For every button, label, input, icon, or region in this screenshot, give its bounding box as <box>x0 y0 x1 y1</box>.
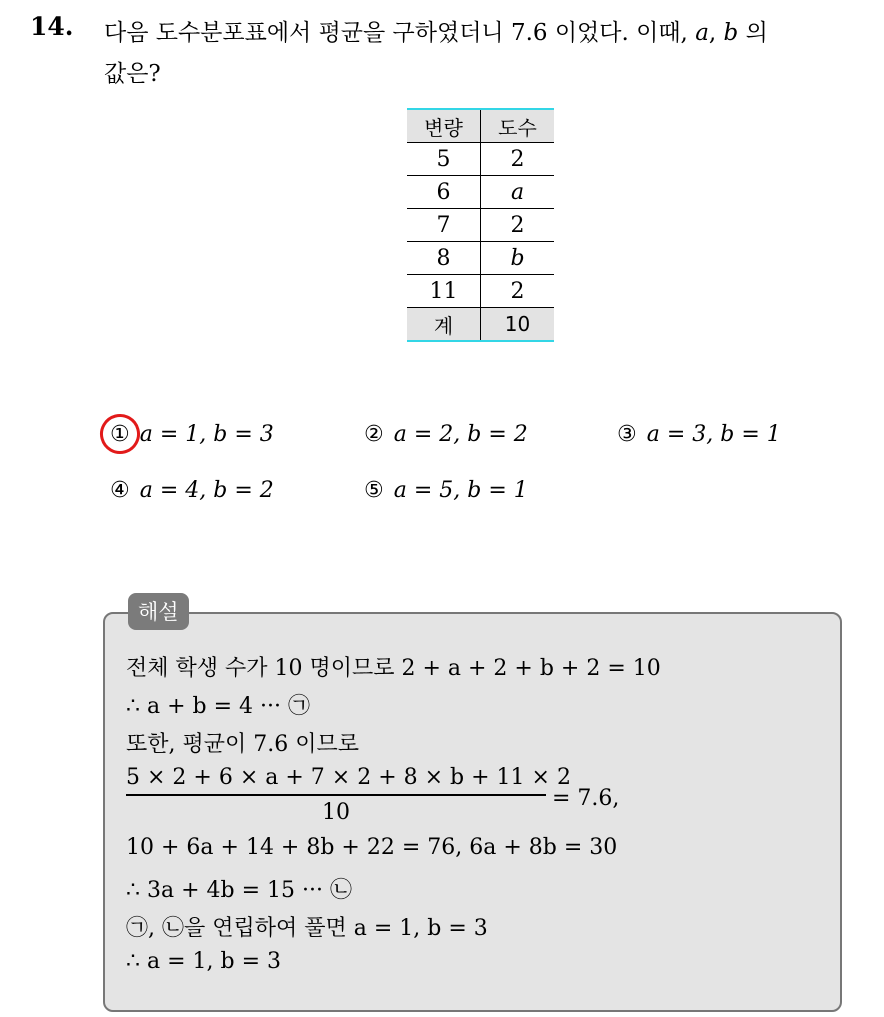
fraction-denominator: 10 <box>322 799 350 825</box>
choice-5[interactable] <box>364 478 528 503</box>
table-cell: b <box>481 242 555 275</box>
solution-line-1: 전체 학생 수가 10 명이므로 2 + a + 2 + b + 2 = 10 <box>126 656 661 681</box>
total-value: 10 <box>481 308 555 342</box>
choice-3[interactable] <box>617 422 781 447</box>
table-cell: 6 <box>407 176 481 209</box>
solution-line-5: ∴ 3a + 4b = 15 ··· ㉡ <box>126 878 352 903</box>
choice-1-mark: ① <box>110 422 130 447</box>
choice-4-text: a = 4, b = 2 <box>139 478 274 503</box>
choice-4[interactable] <box>110 478 274 503</box>
frequency-table <box>407 108 554 342</box>
table-header-row <box>407 109 554 143</box>
table-cell: 5 <box>407 143 481 176</box>
choice-5-mark: ⑤ <box>364 478 384 503</box>
solution-line-6: ㉠, ㉡을 연립하여 풀면 a = 1, b = 3 <box>126 916 488 941</box>
table-cell: 2 <box>481 143 555 176</box>
choice-3-text: a = 3, b = 1 <box>646 422 781 447</box>
table-cell: a <box>481 176 555 209</box>
solution-line-4: 10 + 6a + 14 + 8b + 22 = 76, 6a + 8b = 30 <box>126 835 618 860</box>
choice-2[interactable] <box>364 422 528 447</box>
choice-4-mark: ④ <box>110 478 130 503</box>
choice-3-mark: ③ <box>617 422 637 447</box>
choice-2-mark: ② <box>364 422 384 447</box>
fraction-bar <box>126 794 546 796</box>
fraction-numerator: 5 × 2 + 6 × a + 7 × 2 + 8 × b + 11 × 2 <box>126 765 571 790</box>
fraction-rhs: = 7.6, <box>552 786 620 811</box>
table-row <box>407 209 554 242</box>
choice-1-text: a = 1, b = 3 <box>139 422 274 447</box>
table-cell: 8 <box>407 242 481 275</box>
solution-label: 해설 <box>128 593 189 630</box>
choice-1[interactable] <box>110 422 274 447</box>
header-frequency: 도수 <box>481 109 555 143</box>
table-row <box>407 242 554 275</box>
table-total-row <box>407 308 554 342</box>
table-cell: 7 <box>407 209 481 242</box>
table-row <box>407 275 554 308</box>
total-label: 계 <box>407 308 481 342</box>
choice-2-text: a = 2, b = 2 <box>393 422 528 447</box>
choice-5-text: a = 5, b = 1 <box>393 478 528 503</box>
header-variable: 변량 <box>407 109 481 143</box>
table-row <box>407 143 554 176</box>
table-cell: 2 <box>481 275 555 308</box>
solution-line-3: 또한, 평균이 7.6 이므로 <box>126 732 359 757</box>
question-text-line1: 다음 도수분포표에서 평균을 구하였더니 7.6 이었다. 이때, a, b 의 <box>104 20 768 46</box>
question-text-line2: 값은? <box>104 61 161 87</box>
table-cell: 2 <box>481 209 555 242</box>
question-number: 14. <box>30 12 74 41</box>
table-cell: 11 <box>407 275 481 308</box>
solution-line-2: ∴ a + b = 4 ··· ㉠ <box>126 694 310 719</box>
solution-line-7: ∴ a = 1, b = 3 <box>126 949 282 974</box>
mean-fraction <box>126 765 571 825</box>
table-row <box>407 176 554 209</box>
